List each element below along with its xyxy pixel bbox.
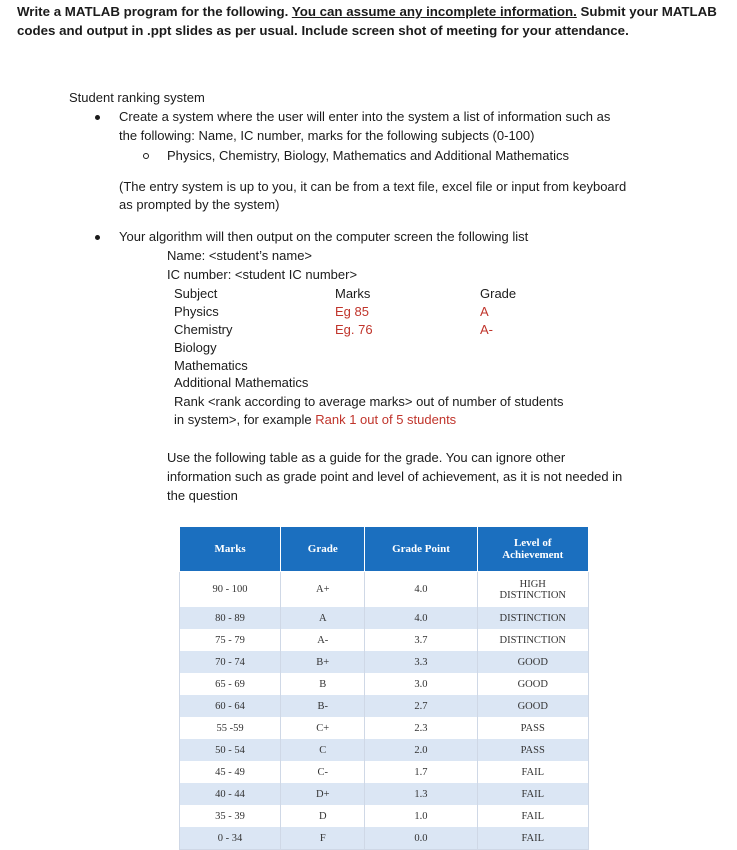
example-mark-2: Eg. 76	[335, 322, 373, 337]
cell-grade: B	[281, 673, 365, 695]
cell-marks: 45 - 49	[180, 761, 281, 783]
cell-marks: 75 - 79	[180, 629, 281, 651]
cell-marks: 50 - 54	[180, 739, 281, 761]
table-row	[180, 805, 589, 827]
table-row	[180, 717, 589, 739]
example-grade-2: A-	[480, 322, 493, 337]
rank-example: Rank 1 out of 5 students	[315, 412, 457, 427]
rank-line2	[174, 411, 456, 429]
cell-grade-point: 1.7	[365, 761, 477, 783]
table-row	[180, 827, 589, 850]
cell-grade-point: 2.7	[365, 695, 477, 717]
header-level: Level of Achievement	[477, 527, 589, 572]
cell-grade-point: 3.7	[365, 629, 477, 651]
cell-marks: 55 -59	[180, 717, 281, 739]
rank-line2-prefix: in system>, for example	[174, 412, 316, 427]
table-row	[180, 783, 589, 805]
grade-table-header	[180, 527, 589, 572]
header-grade: Grade	[281, 527, 365, 572]
header-marks: Marks	[180, 527, 281, 572]
cell-level: GOOD	[477, 673, 589, 695]
subject-additional-mathematics: Additional Mathematics	[174, 375, 309, 390]
cell-grade: B-	[281, 695, 365, 717]
example-grade-1: A	[480, 304, 489, 319]
cell-grade-point: 1.3	[365, 783, 477, 805]
cell-marks: 90 - 100	[180, 572, 281, 608]
cell-grade-point: 4.0	[365, 607, 477, 629]
table-row	[180, 761, 589, 783]
cell-level: GOOD	[477, 651, 589, 673]
subject-mathematics: Mathematics	[174, 358, 248, 373]
cell-marks: 65 - 69	[180, 673, 281, 695]
cell-grade: C+	[281, 717, 365, 739]
heading-part3: Submit your MATLAB codes and output in .ppt slides as per usual. Include screen shot of meeting for your attendance.	[17, 4, 717, 38]
cell-grade: A-	[281, 629, 365, 651]
col-header-grade: Grade	[480, 286, 517, 301]
bullet1-line1: Create a system where the user will enter into the system a list of information such as	[119, 109, 611, 124]
cell-grade-point: 1.0	[365, 805, 477, 827]
cell-level: FAIL	[477, 783, 589, 805]
cell-grade-point: 3.3	[365, 651, 477, 673]
grade-table	[179, 526, 589, 850]
subject-physics: Physics	[174, 304, 219, 319]
bullet-dot-2	[95, 235, 100, 240]
bullet1-line2: the following: Name, IC number, marks for the following subjects (0-100)	[119, 128, 535, 143]
guide-line3: the question	[167, 488, 238, 503]
entry-note-line2: as prompted by the system)	[119, 197, 280, 212]
cell-marks: 80 - 89	[180, 607, 281, 629]
bullet2-intro: Your algorithm will then output on the computer screen the following list	[119, 229, 529, 244]
table-row	[180, 695, 589, 717]
cell-marks: 35 - 39	[180, 805, 281, 827]
section-title: Student ranking system	[69, 90, 205, 105]
example-mark-1: Eg 85	[335, 304, 369, 319]
cell-grade: D	[281, 805, 365, 827]
col-header-subject: Subject	[174, 286, 218, 301]
cell-grade-point: 0.0	[365, 827, 477, 850]
table-row	[180, 607, 589, 629]
cell-marks: 60 - 64	[180, 695, 281, 717]
cell-grade: C	[281, 739, 365, 761]
cell-grade-point: 4.0	[365, 572, 477, 608]
subject-biology: Biology	[174, 340, 217, 355]
sub-bullet-circle	[143, 153, 149, 159]
header-grade-point: Grade Point	[365, 527, 477, 572]
cell-marks: 0 - 34	[180, 827, 281, 850]
rank-line1: Rank <rank according to average marks> out of number of students	[174, 394, 564, 409]
cell-grade: D+	[281, 783, 365, 805]
table-row	[180, 739, 589, 761]
cell-level: DISTINCTION	[477, 607, 589, 629]
guide-line2: information such as grade point and level of achievement, as it is not needed in	[167, 469, 623, 484]
cell-level: FAIL	[477, 827, 589, 850]
heading-part1: Write a MATLAB program for the following.	[17, 4, 292, 19]
entry-note-line1: (The entry system is up to you, it can be from a text file, excel file or input from keyboard	[119, 179, 627, 194]
assignment-heading	[17, 2, 717, 40]
cell-level: DISTINCTION	[477, 629, 589, 651]
cell-marks: 70 - 74	[180, 651, 281, 673]
table-row	[180, 629, 589, 651]
cell-level: HIGH DISTINCTION	[477, 572, 589, 608]
guide-line1: Use the following table as a guide for the grade. You can ignore other	[167, 450, 566, 465]
table-row	[180, 673, 589, 695]
ic-line: IC number: <student IC number>	[167, 267, 358, 282]
table-row	[180, 572, 589, 608]
heading-underlined: You can assume any incomplete information.	[291, 4, 577, 19]
bullet-dot-1	[95, 115, 100, 120]
cell-grade: B+	[281, 651, 365, 673]
subject-chemistry: Chemistry	[174, 322, 233, 337]
cell-level: PASS	[477, 717, 589, 739]
cell-grade: A+	[281, 572, 365, 608]
table-row	[180, 651, 589, 673]
subjects-list: Physics, Chemistry, Biology, Mathematics and Additional Mathematics	[167, 148, 569, 163]
cell-grade-point: 2.0	[365, 739, 477, 761]
cell-marks: 40 - 44	[180, 783, 281, 805]
cell-grade: F	[281, 827, 365, 850]
cell-grade-point: 2.3	[365, 717, 477, 739]
cell-level: FAIL	[477, 805, 589, 827]
cell-grade: A	[281, 607, 365, 629]
cell-level: FAIL	[477, 761, 589, 783]
name-line: Name: <student’s name>	[167, 248, 313, 263]
cell-grade: C-	[281, 761, 365, 783]
cell-grade-point: 3.0	[365, 673, 477, 695]
col-header-marks: Marks	[335, 286, 371, 301]
cell-level: GOOD	[477, 695, 589, 717]
cell-level: PASS	[477, 739, 589, 761]
